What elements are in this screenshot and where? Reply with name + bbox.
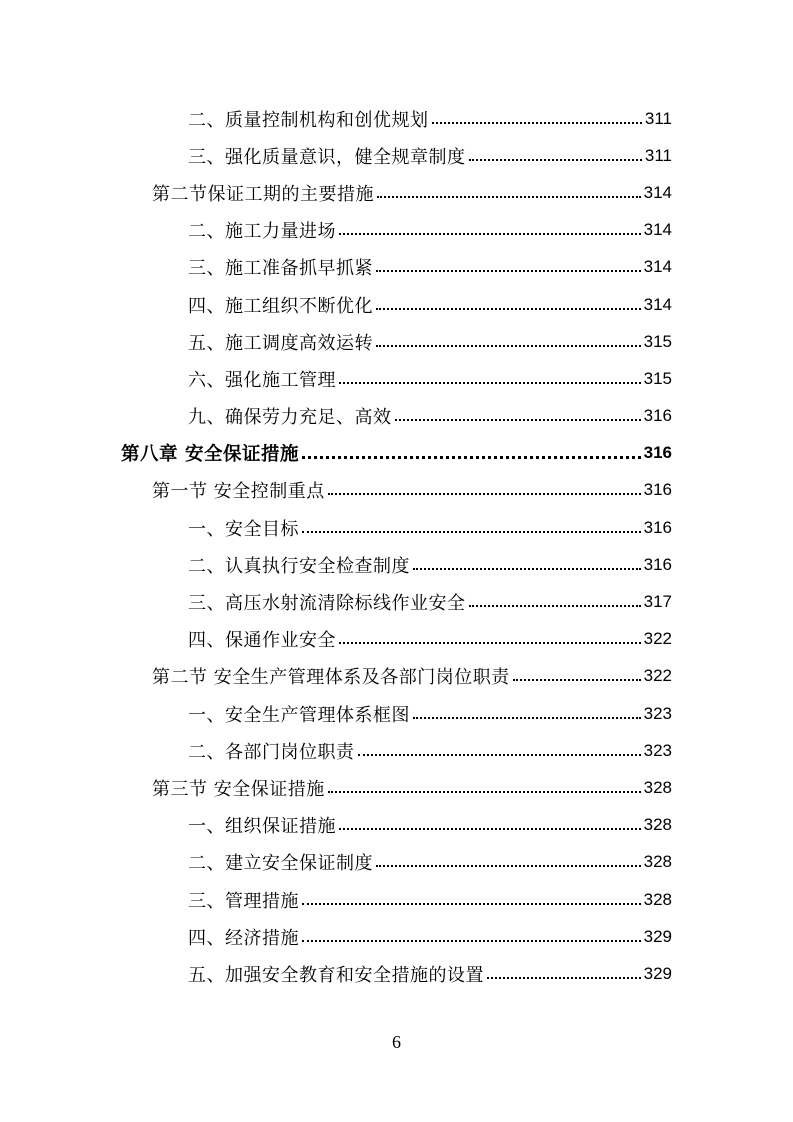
- toc-entry-title: 九、确保劳力充足、高效: [188, 407, 392, 429]
- dot-leader: [328, 493, 641, 495]
- toc-entry-page-number: 311: [644, 108, 672, 128]
- dot-leader: [339, 642, 641, 644]
- toc-entry-page-number: 328: [643, 777, 672, 797]
- dot-leader: [376, 270, 641, 272]
- toc-entry-item[interactable]: [0, 695, 793, 732]
- toc-entry-page-number: 316: [643, 443, 672, 463]
- toc-entry-page-number: 322: [643, 629, 672, 649]
- toc-entry-item[interactable]: [0, 844, 793, 881]
- toc-entry-title: 三、强化质量意识，健全规章制度: [188, 146, 466, 168]
- toc-entry-title: 二、施工力量进场: [188, 221, 336, 243]
- toc-entry-page-number: 314: [643, 294, 672, 314]
- toc-entry-title: 三、施工准备抓早抓紧: [188, 258, 373, 280]
- toc-entry-section[interactable]: [0, 472, 793, 509]
- dot-leader: [339, 233, 641, 235]
- toc-entry-item[interactable]: [0, 100, 793, 137]
- dot-leader: [413, 717, 641, 719]
- toc-entry-item[interactable]: [0, 546, 793, 583]
- toc-entry-title: 三、高压水射流清除标线作业安全: [188, 593, 466, 615]
- toc-entry-page-number: 316: [643, 406, 672, 426]
- page-number: 6: [392, 1032, 401, 1052]
- dot-leader: [302, 531, 641, 533]
- toc-entry-item[interactable]: [0, 621, 793, 658]
- toc-entry-page-number: 322: [643, 666, 672, 686]
- toc-entry-page-number: 323: [643, 740, 672, 760]
- toc-entry-title: 三、管理措施: [188, 890, 299, 912]
- toc-entry-section[interactable]: [0, 769, 793, 806]
- toc-entry-title: 六、强化施工管理: [188, 369, 336, 391]
- toc-entry-page-number: 317: [643, 592, 672, 612]
- toc-entry-page-number: 328: [643, 852, 672, 872]
- toc-entry-item[interactable]: [0, 807, 793, 844]
- toc-entry-title: 四、施工组织不断优化: [188, 295, 373, 317]
- toc-entry-title: 一、组织保证措施: [188, 816, 336, 838]
- toc-entry-title: 二、建立安全保证制度: [188, 853, 373, 875]
- toc-entry-item[interactable]: [0, 732, 793, 769]
- toc-entry-page-number: 314: [643, 257, 672, 277]
- toc-entry-section[interactable]: [0, 174, 793, 211]
- dot-leader: [339, 828, 641, 830]
- dot-leader: [328, 791, 641, 793]
- toc-entry-item[interactable]: [0, 398, 793, 435]
- toc-entry-chapter[interactable]: [0, 435, 793, 472]
- toc-entry-page-number: 329: [643, 926, 672, 946]
- toc-entry-title: 五、施工调度高效运转: [188, 332, 373, 354]
- dot-leader: [302, 940, 641, 942]
- toc-entry-page-number: 315: [643, 368, 672, 388]
- dot-leader: [376, 308, 641, 310]
- toc-entry-title: 五、加强安全教育和安全措施的设置: [188, 964, 484, 986]
- toc-entry-page-number: 316: [643, 517, 672, 537]
- toc-entry-title: 二、各部门岗位职责: [188, 741, 355, 763]
- toc-entry-page-number: 329: [643, 963, 672, 983]
- toc-entry-title: 四、保通作业安全: [188, 630, 336, 652]
- dot-leader: [376, 865, 641, 867]
- toc-entry-title: 第八章 安全保证措施: [121, 444, 299, 466]
- toc-entry-item[interactable]: [0, 583, 793, 620]
- dot-leader: [302, 903, 641, 905]
- toc-entry-page-number: 314: [643, 182, 672, 202]
- dot-leader: [469, 159, 642, 161]
- toc-entry-title: 第二节保证工期的主要措施: [152, 183, 374, 205]
- toc-entry-item[interactable]: [0, 323, 793, 360]
- dot-leader: [302, 456, 641, 459]
- table-of-contents: [0, 100, 793, 993]
- toc-entry-item[interactable]: [0, 286, 793, 323]
- toc-entry-title: 第二节 安全生产管理体系及各部门岗位职责: [152, 667, 510, 689]
- dot-leader: [469, 605, 641, 607]
- dot-leader: [513, 679, 641, 681]
- toc-entry-item[interactable]: [0, 212, 793, 249]
- toc-entry-page-number: 316: [643, 554, 672, 574]
- dot-leader: [432, 122, 642, 124]
- toc-entry-title: 一、安全生产管理体系框图: [188, 704, 410, 726]
- dot-leader: [487, 977, 641, 979]
- toc-entry-title: 一、安全目标: [188, 518, 299, 540]
- dot-leader: [395, 419, 641, 421]
- toc-entry-page-number: 311: [644, 145, 672, 165]
- toc-entry-page-number: 328: [643, 889, 672, 909]
- toc-entry-title: 二、质量控制机构和创优规划: [188, 109, 429, 131]
- toc-entry-item[interactable]: [0, 955, 793, 992]
- toc-entry-title: 二、认真执行安全检查制度: [188, 555, 410, 577]
- toc-entry-item[interactable]: [0, 509, 793, 546]
- toc-entry-section[interactable]: [0, 658, 793, 695]
- toc-entry-page-number: 316: [643, 480, 672, 500]
- dot-leader: [358, 754, 641, 756]
- toc-entry-item[interactable]: [0, 918, 793, 955]
- dot-leader: [376, 345, 641, 347]
- toc-entry-title: 第三节 安全保证措施: [152, 778, 325, 800]
- toc-entry-item[interactable]: [0, 249, 793, 286]
- toc-entry-page-number: 328: [643, 815, 672, 835]
- toc-entry-title: 第一节 安全控制重点: [152, 481, 325, 503]
- dot-leader: [377, 196, 641, 198]
- dot-leader: [413, 568, 641, 570]
- toc-entry-page-number: 314: [643, 220, 672, 240]
- toc-entry-title: 四、经济措施: [188, 927, 299, 949]
- toc-entry-item[interactable]: [0, 881, 793, 918]
- toc-entry-item[interactable]: [0, 360, 793, 397]
- toc-entry-item[interactable]: [0, 137, 793, 174]
- toc-entry-page-number: 315: [643, 331, 672, 351]
- dot-leader: [339, 382, 641, 384]
- toc-entry-page-number: 323: [643, 703, 672, 723]
